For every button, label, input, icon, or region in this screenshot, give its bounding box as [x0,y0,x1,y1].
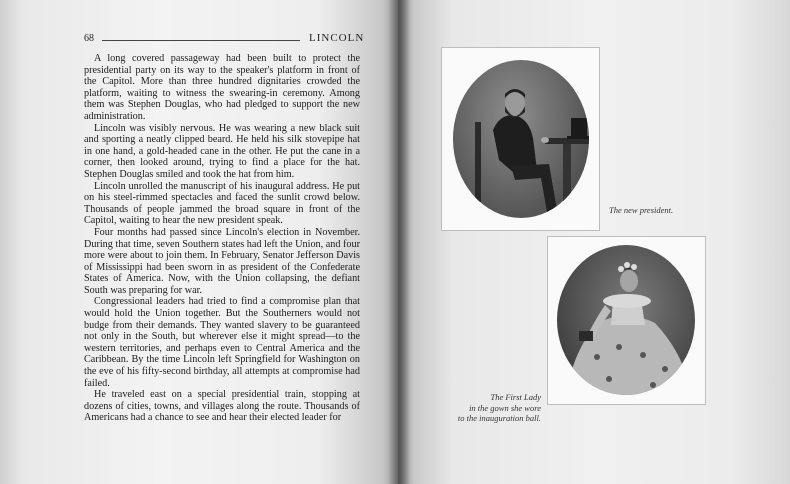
paragraph: Congressional leaders had tried to find a compromise plan that would hold the Union together. But the Southerners would not budge from their demands. They wanted slavery to be guaranteed not only in the South, but wherever else it might spread—to the western territories, and perhaps even to Central America and the Caribbean. By the time Lincoln left Springfield for Washington on the eve of his fifty-second birthday, all attempts at compromise had failed. [84,296,360,389]
seated-man-figure [453,60,589,218]
first-lady-photo-frame [547,236,706,405]
running-title: LINCOLN [309,32,365,44]
first-lady-portrait [557,245,695,395]
paragraph: Lincoln was visibly nervous. He was wearing a new black suit and sporting a neatly clipped beard. He held his silk stovepipe hat in one hand, a gold-headed cane in the other. He put the cane in a corner, then looked around, trying to find a place for the hat. Stephen Douglas smiled and took the hat from him. [84,122,360,180]
caption-line: in the gown she wore [469,402,541,413]
paragraph: He traveled east on a special presidential train, stopping at dozens of cities, towns, and villages along the route. Thousands of Americans had a chance to see and hear their elected leader for [84,389,360,424]
paragraph: Lincoln unrolled the manuscript of his inaugural address. He put on his steel-rimmed spectacles and faced the sunlit crowd below. Thousands of people jammed the broad square in front of the Capitol, waiting to hear the new president speak. [84,180,360,227]
header-rule [102,40,300,41]
body-text [84,53,360,424]
caption-line: to the inauguration ball. [457,413,541,423]
first-lady-caption [451,392,541,424]
president-caption: The new president. [609,205,674,215]
president-portrait [453,60,589,218]
paragraph: Four months had passed since Lincoln's election in November. During that time, seven Southern states had left the Union, and four more were about to join them. In February, Senator Jefferson Davis of Mississippi had been sworn in as president of the Confederate States of America. Now, with the Union collapsing, the defiant South was preparing for war. [84,226,360,296]
page-number: 68 [84,33,94,44]
book-gutter [388,0,410,484]
woman-in-gown-figure [557,245,695,395]
caption-line: The First Lady [490,392,541,402]
paragraph: A long covered passageway had been built to protect the presidential party on its way to the speaker's platform in front of the Capitol. More than three hundred dignitaries crowded the platform, waiting to witness the swearing-in ceremony. Among them was Stephen Douglas, who had pledged to support the new administration. [84,53,360,122]
president-photo-frame [441,47,600,231]
